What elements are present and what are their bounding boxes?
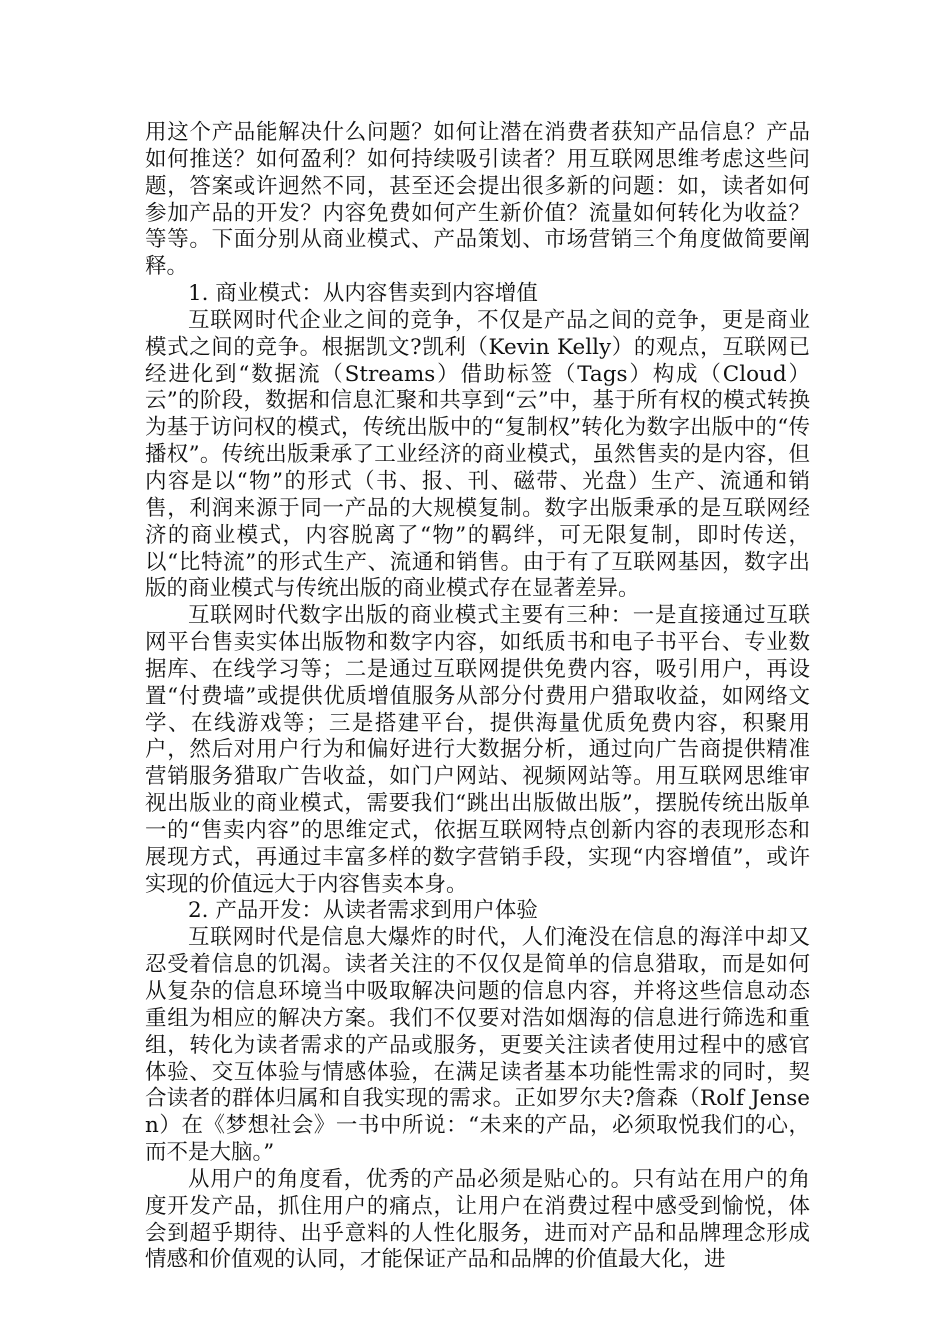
body-paragraph: 互联网时代数字出版的商业模式主要有三种：一是直接通过互联网平台售卖实体出版物和数字内容，如纸质书和电子书平台、专业数据库、在线学习等；二是通过互联网提供免费内容，吸引用户，再设置“付费墙”或提供优质增值服务从部分付费用户猎取收益，如网络文学、在线游戏等；三是搭建平台，提供海量优质免费内容，积聚用户，然后对用户行为和偏好进行大数据分析，通过向广告商提供精准营销服务猎取广告收益，如门户网站、视频网站等。用互联网思维审视出版业的商业模式，需要我们“跳出出版做出版”，摆脱传统出版单一的“售卖内容”的思维定式，依据互联网特点创新内容的表现形态和展现方式，再通过丰富多样的数字营销手段，实现“内容增值”，或许实现的价值远大于内容售卖本身。	[145, 603, 810, 897]
body-paragraph: 互联网时代企业之间的竞争，不仅是产品之间的竞争，更是商业模式之间的竞争。根据凯文?凯利（Kevin Kelly）的观点，互联网已经进化到“数据流（Streams）借助标签（Tags）构成（Cloud）云”的阶段，数据和信息汇聚和共享到“云”中，基于所有权的模式转换为基于访问权的模式，传统出版中的“复制权”转化为数字出版中的“传播权”。传统出版秉承了工业经济的商业模式，虽然售卖的是内容，但内容是以“物”的形式（书、报、刊、磁带、光盘）生产、流通和销售，利润来源于同一产品的大规模复制。数字出版秉承的是互联网经济的商业模式，内容脱离了“物”的羁绊，可无限复制，即时传送，以“比特流”的形式生产、流通和销售。由于有了互联网基因，数字出版的商业模式与传统出版的商业模式存在显著差异。	[145, 307, 810, 602]
body-paragraph: 从用户的角度看，优秀的产品必须是贴心的。只有站在用户的角度开发产品，抓住用户的痛点，让用户在消费过程中感受到愉悦，体会到超乎期待、出乎意料的人性化服务，进而对产品和品牌理念形成情感和价值观的认同，才能保证产品和品牌的价值最大化，进	[145, 1166, 810, 1273]
section-heading-business-model: 1. 商业模式：从内容售卖到内容增值	[188, 281, 538, 307]
section-heading-product-development: 2. 产品开发：从读者需求到用户体验	[188, 898, 538, 924]
document-body	[145, 120, 810, 1274]
body-paragraph: 互联网时代是信息大爆炸的时代，人们淹没在信息的海洋中却又忍受着信息的饥渴。读者关注的不仅仅是简单的信息猎取，而是如何从复杂的信息环境当中吸取解决问题的信息内容，并将这些信息动态重组为相应的解决方案。我们不仅要对浩如烟海的信息进行筛选和重组，转化为读者需求的产品或服务，更要关注读者使用过程中的感官体验、交互体验与情感体验，在满足读者基本功能性需求的同时，契合读者的群体归属和自我实现的需求。正如罗尔夫?詹森（Rolf Jensen）在《梦想社会》一书中所说：“未来的产品，必须取悦我们的心，而不是大脑。”	[145, 925, 810, 1166]
body-paragraph: 用这个产品能解决什么问题？如何让潜在消费者获知产品信息？产品如何推送？如何盈利？如何持续吸引读者？用互联网思维考虑这些问题，答案或许迥然不同，甚至还会提出很多新的问题：如，读者如何参加产品的开发？内容免费如何产生新价值？流量如何转化为收益？等等。下面分别从商业模式、产品策划、市场营销三个角度做简要阐释。	[145, 120, 810, 280]
